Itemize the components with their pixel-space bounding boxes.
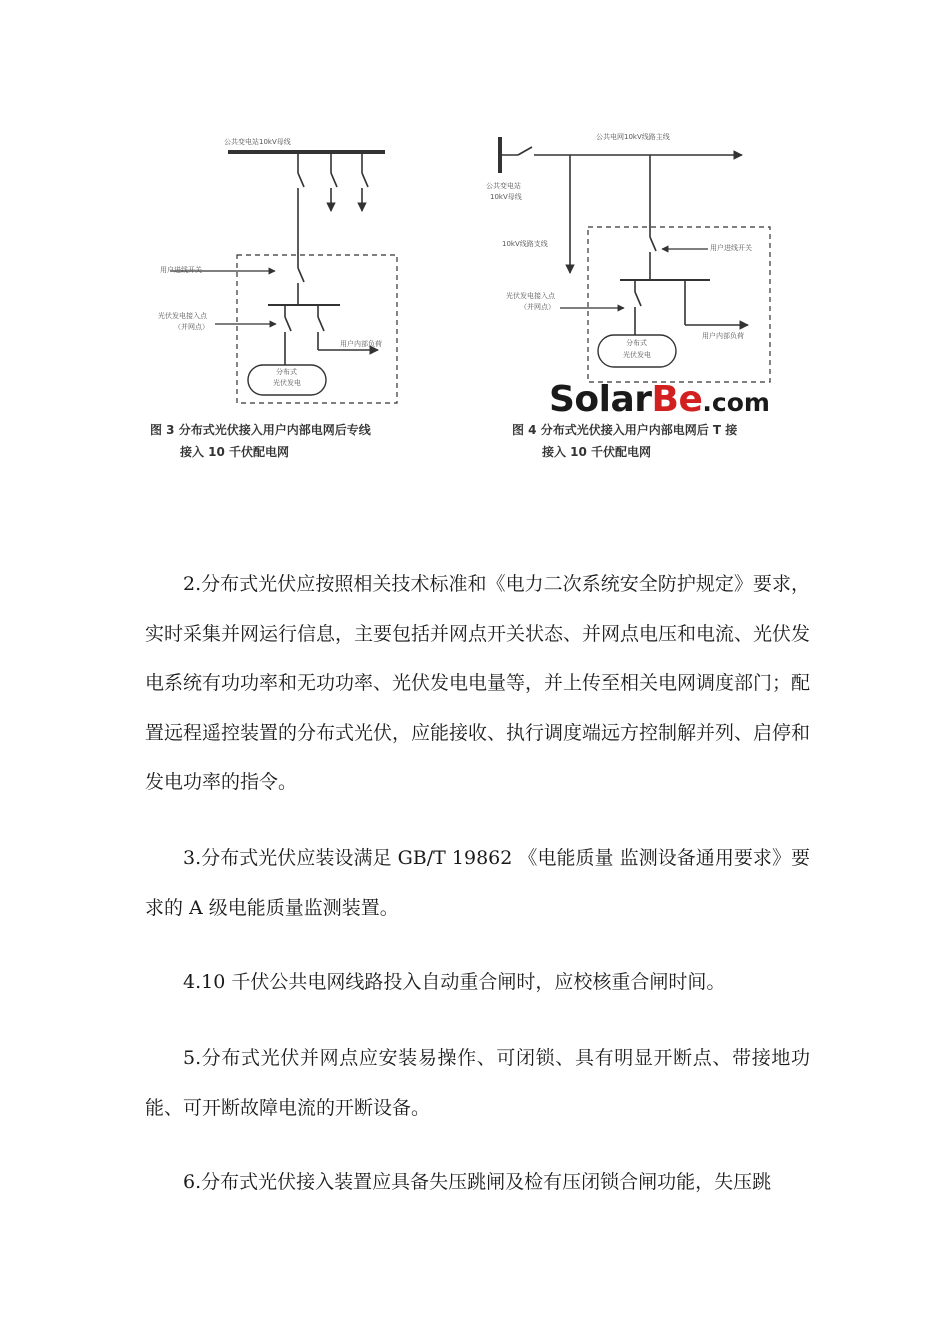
paragraph-2: 2.分布式光伏应按照相关技术标准和《电力二次系统安全防护规定》要求，实时采集并网运行信息，主要包括并网点开关状态、并网点电压和电流、光伏发电系统有功功率和无功功率、光伏发电电量等，并上传至相关电网调度部门；配置远程遥控装置的分布式光伏，应能接收、执行调度端远方控制解并列、启停和发电功率的指令。 bbox=[145, 573, 811, 793]
fig4-trunk-label: 公共电网10kV线路主线 bbox=[596, 133, 670, 141]
fig3-bus-label: 公共变电站10kV母线 bbox=[224, 138, 291, 146]
fig3-caption-line1: 图 3 分布式光伏接入用户内部电网后专线 bbox=[150, 423, 371, 437]
fig3-user-switch-label: 用户进线开关 bbox=[160, 266, 202, 274]
figure-3 bbox=[140, 125, 410, 470]
fig3-load-label: 用户内部负荷 bbox=[340, 340, 382, 348]
solarbe-watermark-logo bbox=[549, 379, 770, 420]
fig4-substation-label-2: 10kV母线 bbox=[490, 193, 522, 201]
fig4-pv-point-label: 光伏发电接入点 bbox=[506, 292, 555, 300]
paragraph-3: 3.分布式光伏应装设满足 GB/T 19862 《电能质量 监测设备通用要求》要求的 A 级电能质量监测装置。 bbox=[145, 847, 810, 919]
watermark-be: Be bbox=[651, 379, 703, 420]
fig4-caption-line1: 图 4 分布式光伏接入用户内部电网后 T 接 bbox=[512, 423, 738, 437]
watermark-solar: Solar bbox=[549, 379, 652, 420]
fig3-caption bbox=[150, 419, 371, 463]
fig4-pv-gen-line1: 分布式 bbox=[626, 339, 647, 347]
fig4-caption-line2: 接入 10 千伏配电网 bbox=[542, 445, 652, 459]
fig4-branch-label: 10kV线路支线 bbox=[502, 240, 548, 248]
paragraph-6: 6.分布式光伏接入装置应具备失压跳闸及检有压闭锁合闸功能，失压跳 bbox=[183, 1171, 772, 1193]
fig4-pv-point-sub: （并网点） bbox=[520, 303, 555, 311]
fig3-pv-point-label: 光伏发电接入点 bbox=[158, 312, 207, 320]
fig4-caption bbox=[512, 419, 737, 463]
paragraph-4: 4.10 千伏公共电网线路投入自动重合闸时，应校核重合闸时间。 bbox=[183, 971, 726, 993]
fig4-substation-label-1: 公共变电站 bbox=[486, 182, 521, 190]
paragraph-5: 5.分布式光伏并网点应安装易操作、可闭锁、具有明显开断点、带接地功能、可开断故障电流的开断设备。 bbox=[145, 1047, 810, 1119]
fig3-pv-point-sub: （并网点） bbox=[174, 323, 209, 331]
watermark-dotcom: .com bbox=[702, 388, 770, 417]
fig3-caption-line2: 接入 10 千伏配电网 bbox=[180, 445, 290, 459]
fig4-user-switch-label: 用户进线开关 bbox=[710, 244, 752, 252]
fig4-pv-gen-line2: 光伏发电 bbox=[623, 351, 651, 359]
fig3-pv-gen-line2: 光伏发电 bbox=[273, 379, 301, 387]
fig3-pv-gen-line1: 分布式 bbox=[276, 368, 297, 376]
fig4-load-label: 用户内部负荷 bbox=[702, 332, 744, 340]
